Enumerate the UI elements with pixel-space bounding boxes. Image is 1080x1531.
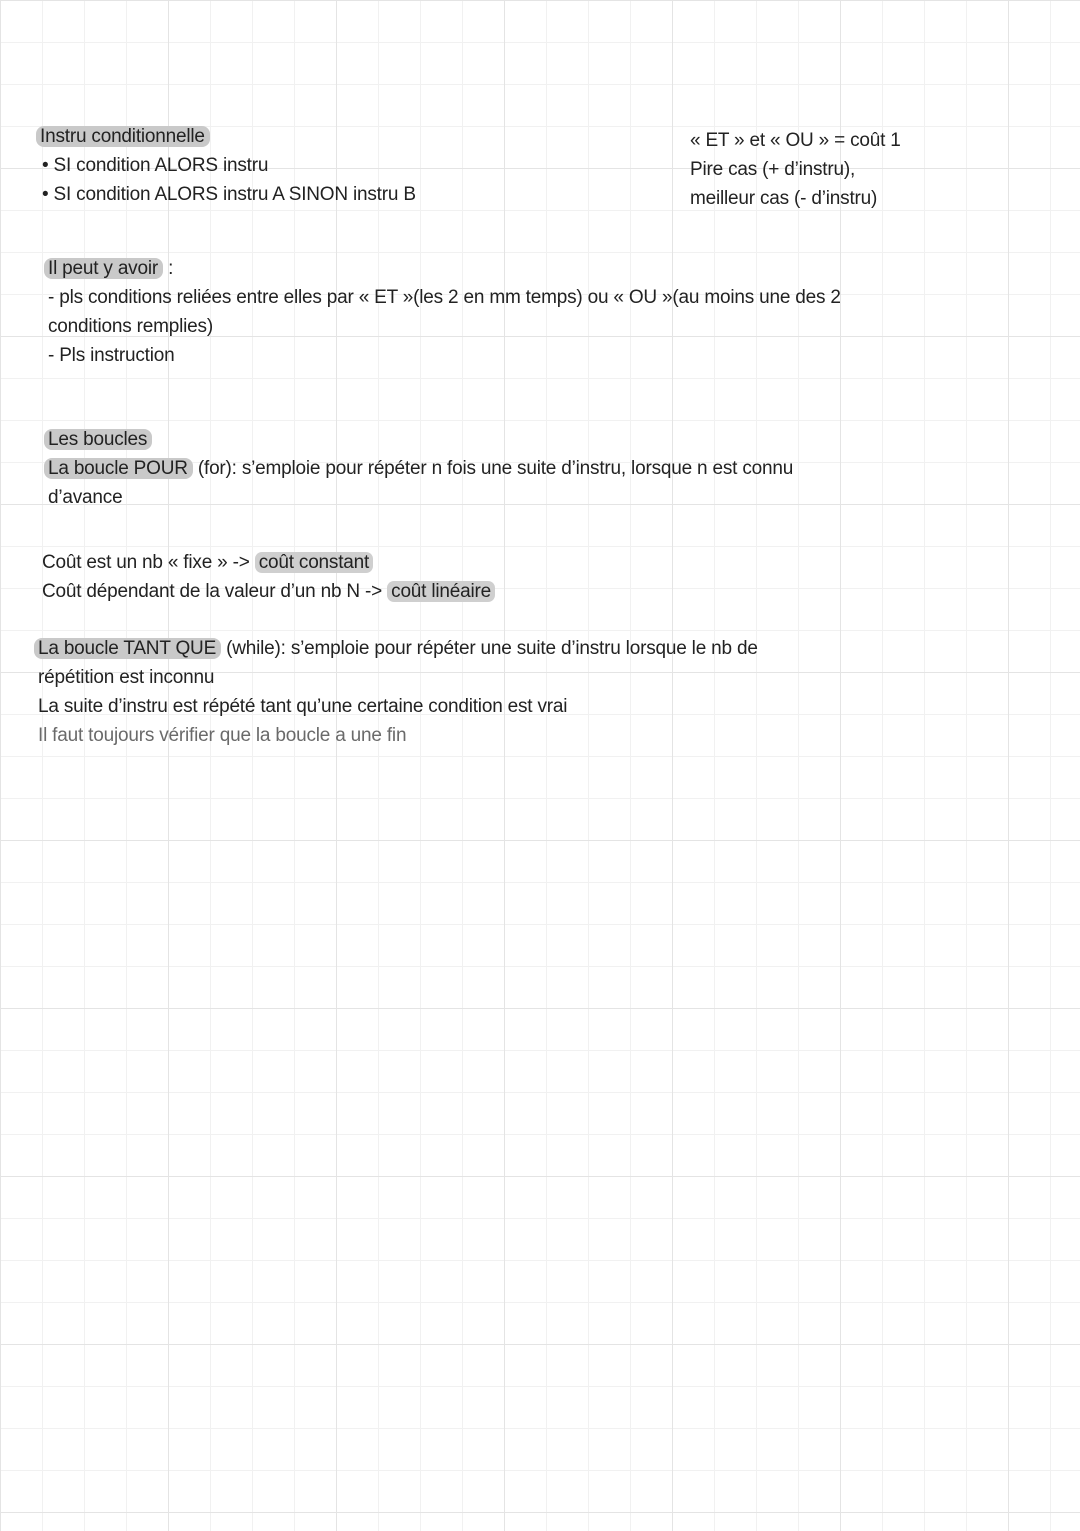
bullet-text: SI condition ALORS instru A SINON instru B [53, 184, 416, 205]
title-suffix: : [163, 258, 174, 279]
boucle-tantque-condition: La suite d’instru est répété tant qu’une certaine condition est vrai [38, 696, 568, 717]
boucle-tantque-line [38, 634, 758, 663]
highlight: Il peut y avoir [44, 258, 163, 279]
bullet-item: • SI condition ALORS instru A SINON instru B [42, 184, 416, 205]
bullet-text: SI condition ALORS instru [53, 155, 269, 176]
conditions-line: - pls conditions reliées entre elles par « ET »(les 2 en mm temps) ou « OU »(au moins une des 2 [48, 287, 841, 308]
cost-linear-line [42, 577, 495, 606]
boucle-tantque-line-cont: répétition est inconnu [38, 667, 215, 688]
highlight: La boucle TANT QUE [34, 638, 221, 659]
highlight: coût constant [255, 552, 373, 573]
section-title-les-boucles [48, 425, 152, 454]
highlight: Les boucles [44, 429, 152, 450]
boucle-pour-line [48, 454, 793, 483]
section-title-instru-conditionnelle [40, 122, 210, 151]
cost-constant-line [42, 548, 373, 577]
highlight: Instru conditionnelle [36, 126, 210, 147]
note-best-case: meilleur cas (- d’instru) [690, 188, 878, 209]
highlight: coût linéaire [387, 581, 495, 602]
bullet-item: • SI condition ALORS instru [42, 155, 269, 176]
boucle-tantque-warning: Il faut toujours vérifier que la boucle a une fin [38, 725, 407, 746]
instruction-line: - Pls instruction [48, 345, 175, 366]
note-cost-line: « ET » et « OU » = coût 1 [690, 130, 901, 151]
boucle-tantque-text: (while): s’emploie pour répéter une suite d’instru lorsque le nb de [221, 638, 758, 659]
note-worst-case: Pire cas (+ d’instru), [690, 159, 856, 180]
conditions-line-cont: conditions remplies) [48, 316, 213, 337]
boucle-pour-text: (for): s’emploie pour répéter n fois une suite d’instru, lorsque n est connu [192, 458, 794, 479]
section-title-il-peut-y-avoir [48, 254, 173, 283]
cost-text: Coût dépendant de la valeur d’un nb N -> [42, 581, 388, 602]
highlight: La boucle POUR [44, 458, 193, 479]
boucle-pour-line-cont: d’avance [48, 487, 123, 508]
cost-text: Coût est un nb « fixe » -> [42, 552, 255, 573]
